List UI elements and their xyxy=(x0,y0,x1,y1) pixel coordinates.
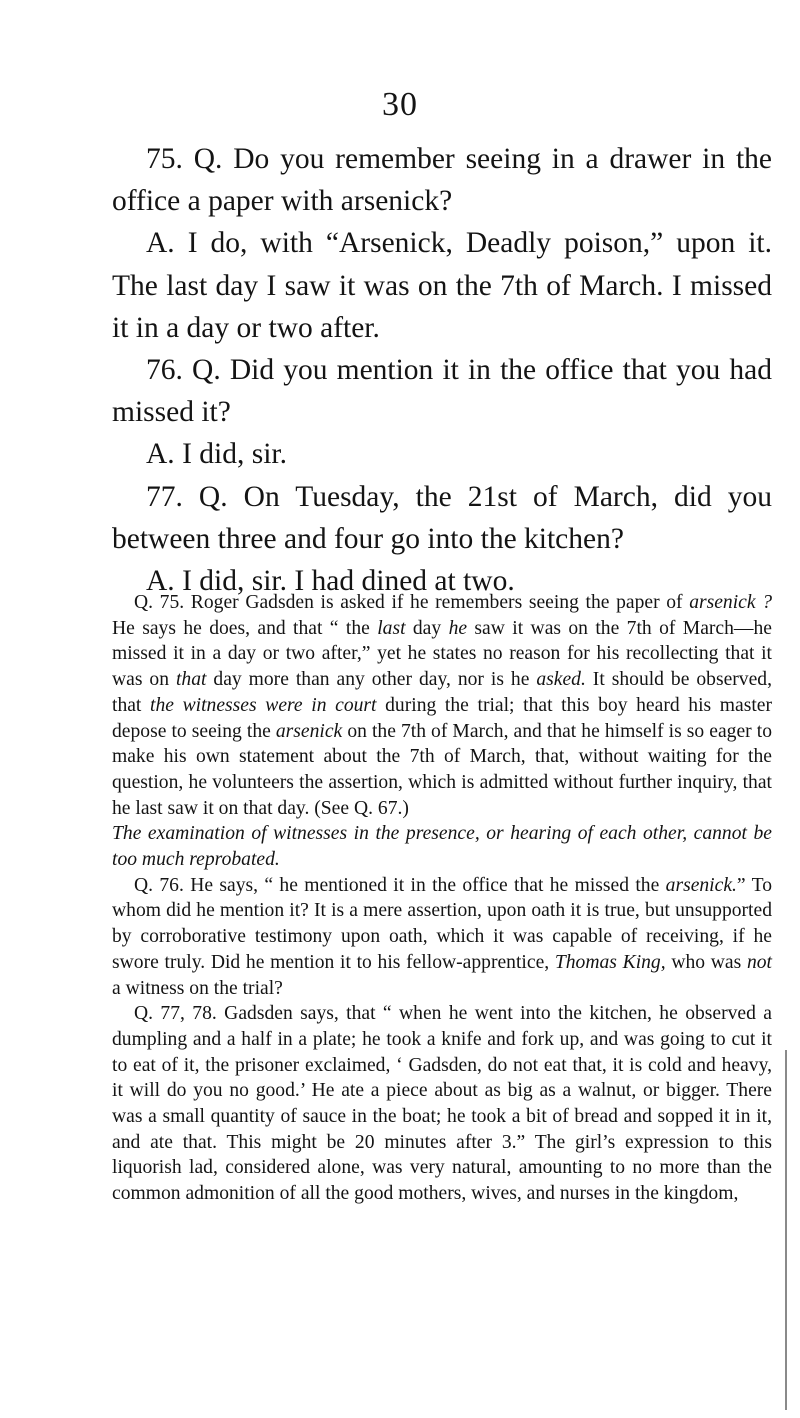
question-number: 77. Q. xyxy=(146,480,228,513)
italic-run: that xyxy=(175,669,207,691)
text-run: a witness on the trial? xyxy=(112,977,283,999)
commentary-q75 xyxy=(112,590,772,821)
text-run: Q. 77, 78. Gadsden says, that “ when he went into the kitchen, he observed a dumpling and a half in a plate; he took a knife and fork up, and was going to cut it to eat of it, the prisoner exclaimed, ‘ Gadsden, do not eat that, it is cold and heavy, it will do you no good.’ He ate a piece about as big as a walnut, or bigger. There was a small quantity of sauce in the boat; he took a bit of bread and sopped it in it, and ate that. This might be 20 minutes after 3.” The girl’s expression to this liquorish lad, considered alone, was very natural, amounting to no more than the common admonition of all the good mothers, wives, and nurses in the kingdom, xyxy=(112,1003,772,1205)
question-text: On Tuesday, the 21st of March, did you between three and four go into the kitchen? xyxy=(112,480,773,555)
commentary-remark xyxy=(112,821,772,872)
question-76 xyxy=(112,349,772,433)
answer-text: I did, sir. xyxy=(182,438,287,471)
text-run: He says he does, and that “ the xyxy=(112,617,378,639)
text-run: It should be observed, that xyxy=(112,669,772,716)
italic-run: he xyxy=(448,617,468,639)
text-run: during the trial; that this boy heard his master depose to seeing the xyxy=(112,694,773,742)
commentary-q76 xyxy=(112,873,772,1002)
italic-run: arsenick. xyxy=(665,874,737,896)
text-run: who was xyxy=(665,951,747,973)
commentary-q77-78 xyxy=(112,1001,772,1207)
italic-run: arsenick xyxy=(275,720,343,742)
page-edge-line xyxy=(785,1050,787,1410)
answer-label: A. xyxy=(146,565,175,598)
question-number: 76. Q. xyxy=(146,354,221,387)
commentary-block xyxy=(112,590,772,1207)
testimony-block xyxy=(112,138,772,602)
answer-text: I did, sir. I had dined at two. xyxy=(182,565,515,598)
page-number: 30 xyxy=(382,86,418,123)
text-run: Q. 75. Roger Gadsden is asked if he remembers seeing the paper of xyxy=(134,592,690,613)
answer-75 xyxy=(112,222,772,349)
italic-run: the witnesses were in court xyxy=(150,694,377,716)
italic-run: last xyxy=(377,617,406,639)
question-text: Do you remember seeing in a drawer in the office a paper with arsenick? xyxy=(112,143,772,218)
text-run: saw it was on the 7th of March—he missed it in a day or two after,” yet he states no reason for his recollecting that it was on xyxy=(112,617,772,691)
italic-run: asked. xyxy=(536,669,586,691)
text-run: day xyxy=(405,617,449,639)
answer-label: A. xyxy=(146,438,175,471)
question-77 xyxy=(112,476,772,560)
question-number: 75. Q. xyxy=(146,143,223,175)
question-75 xyxy=(112,138,772,222)
answer-text: I do, with “Arsenick, Deadly poison,” upon it. The last day I saw it was on the 7th of March. I missed it in a day or two after. xyxy=(112,227,773,344)
text-run: on the 7th of March, and that he himself is so eager to make his own statement about the 7th of March, that, without waiting for the question, he volunteers the assertion, which is admitted without further inquiry, that he last saw it on that day. (See Q. 67.) xyxy=(112,720,772,819)
answer-label: A. xyxy=(146,227,175,260)
text-run: day more than any other day, nor is he xyxy=(206,669,537,691)
answer-76 xyxy=(112,433,772,475)
italic-run: not xyxy=(746,951,772,973)
italic-run: The examination of witnesses in the presence, or hearing of each other, cannot be too much reprobated. xyxy=(112,823,772,871)
text-run: ” To whom did he mention it? It is a mere assertion, upon oath it is true, but unsupported by corroborative testimony upon oath, which it was capable of receiving, if he swore truly. Did he mention it to his fellow-apprentice, xyxy=(112,874,772,973)
question-text: Did you mention it in the office that you had missed it? xyxy=(112,354,772,429)
italic-run: Thomas King, xyxy=(554,951,666,973)
italic-run: arsenick ? xyxy=(689,592,772,613)
text-run: Q. 76. He says, “ he mentioned it in the office that he missed the xyxy=(134,874,666,896)
